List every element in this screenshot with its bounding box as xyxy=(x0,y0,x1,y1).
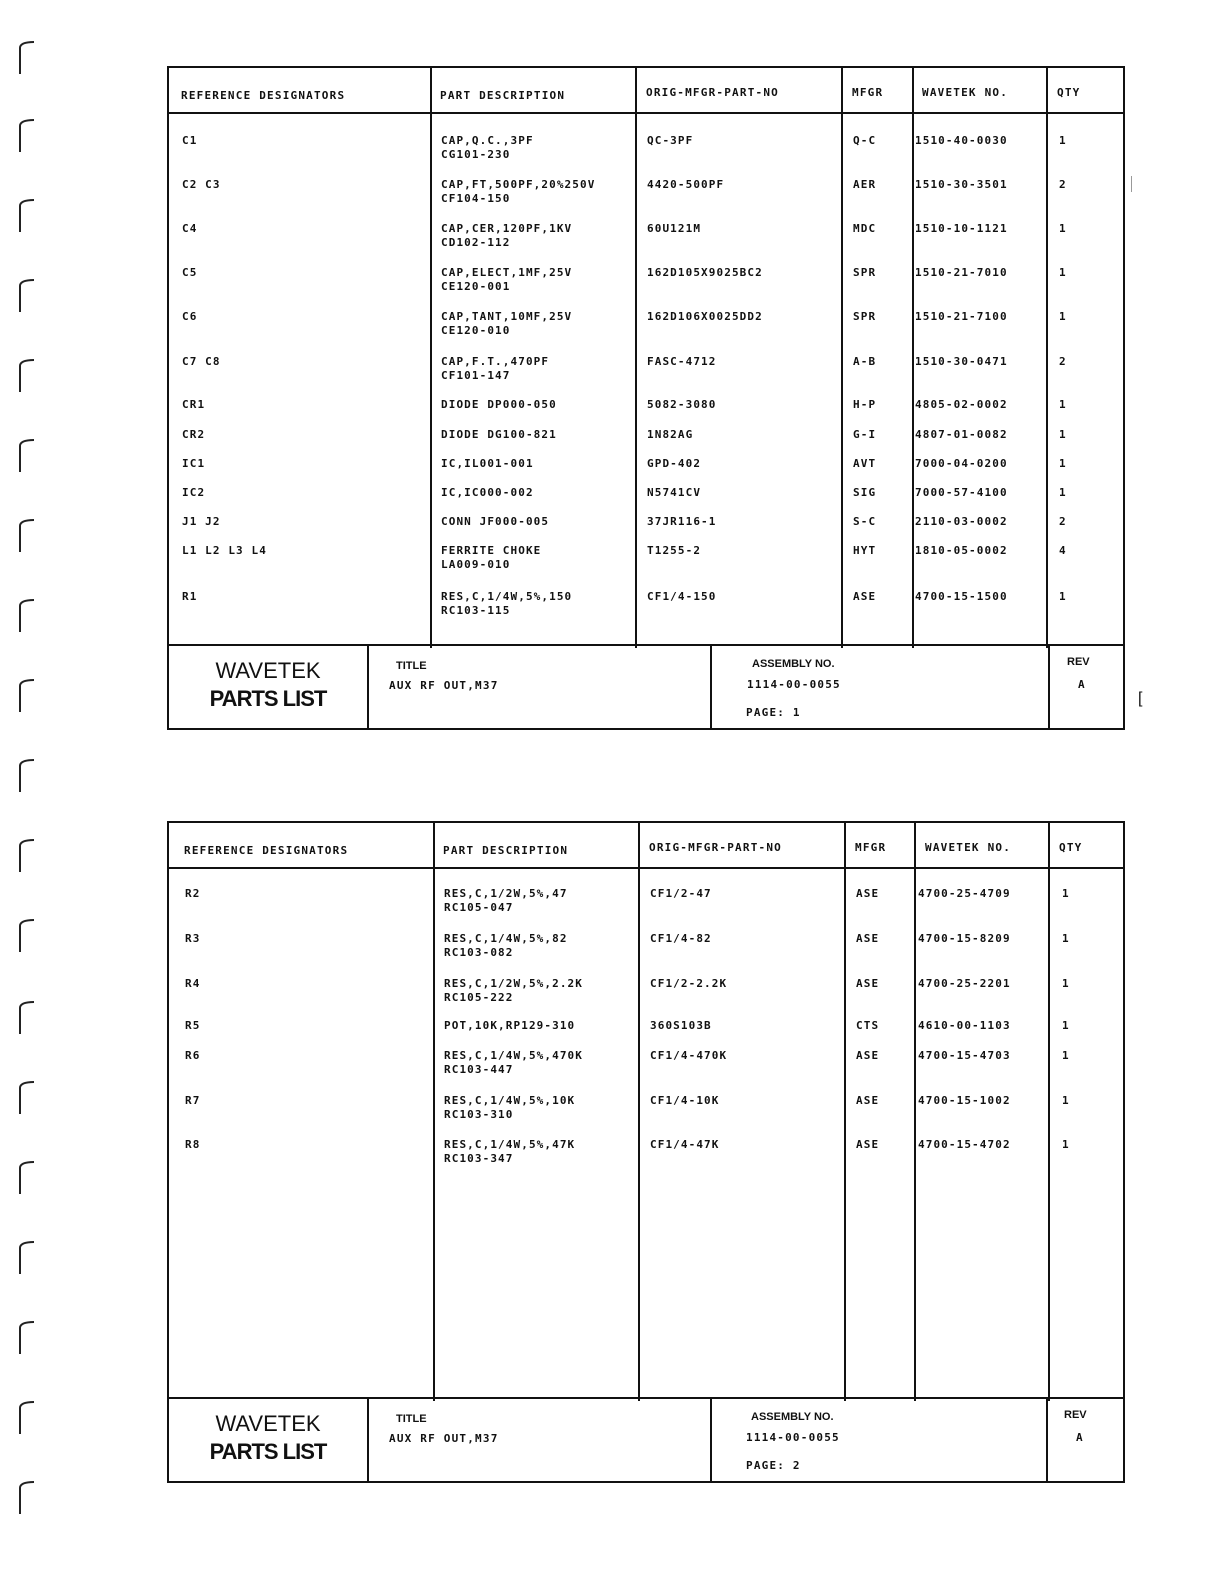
reference-designator: C7 C8 xyxy=(182,355,221,368)
quantity: 1 xyxy=(1062,932,1070,945)
mfgr-code: ASE xyxy=(853,590,877,603)
binder-hole-mark xyxy=(14,678,38,718)
quantity: 1 xyxy=(1059,222,1067,235)
reference-designator: R2 xyxy=(185,887,201,900)
quantity: 2 xyxy=(1059,515,1067,528)
wavetek-number: 4700-15-4702 xyxy=(918,1138,1011,1151)
binder-hole-mark xyxy=(14,1000,38,1040)
table-row xyxy=(169,310,1123,342)
quantity: 1 xyxy=(1062,1049,1070,1062)
wavetek-number: 2110-03-0002 xyxy=(915,515,1008,528)
header-qty: QTY xyxy=(1059,841,1083,854)
quantity: 1 xyxy=(1062,1138,1070,1151)
orig-mfgr-part-no: CF1/4-10K xyxy=(650,1094,720,1107)
binder-hole-mark xyxy=(14,1160,38,1200)
part-description: POT,10K,RP129-310 xyxy=(444,1019,576,1032)
wavetek-number: 4700-15-4703 xyxy=(918,1049,1011,1062)
table-row xyxy=(169,486,1123,518)
wavetek-number: 1510-40-0030 xyxy=(915,134,1008,147)
wavetek-number: 4700-15-1002 xyxy=(918,1094,1011,1107)
title-value: AUX RF OUT,M37 xyxy=(389,679,499,692)
brand-name: WAVETEK xyxy=(215,1411,321,1436)
mfgr-code: G-I xyxy=(853,428,877,441)
reference-designator: C2 C3 xyxy=(182,178,221,191)
part-description: IC,IC000-002 xyxy=(441,486,534,499)
table-row xyxy=(169,134,1123,166)
table-row xyxy=(169,515,1123,547)
mfgr-code: AER xyxy=(853,178,877,191)
page-number: PAGE: 2 xyxy=(746,1459,801,1472)
assembly-number: 1114-00-0055 xyxy=(747,678,841,691)
orig-mfgr-part-no: CF1/4-82 xyxy=(650,932,712,945)
title-block-divider xyxy=(367,646,369,728)
binder-hole-mark xyxy=(14,1320,38,1360)
mfgr-code: S-C xyxy=(853,515,877,528)
orig-mfgr-part-no: CF1/4-150 xyxy=(647,590,717,603)
quantity: 1 xyxy=(1062,1019,1070,1032)
table-row xyxy=(169,398,1123,430)
quantity: 1 xyxy=(1059,428,1067,441)
orig-mfgr-part-no: 1N82AG xyxy=(647,428,694,441)
part-description: CAP,CER,120PF,1KV CD102-112 xyxy=(441,222,573,249)
table-row xyxy=(169,1094,1123,1126)
title-block-divider xyxy=(1046,1399,1048,1481)
mfgr-code: ASE xyxy=(856,1094,880,1107)
header-mfgr: MFGR xyxy=(852,86,884,99)
table-row xyxy=(169,932,1123,964)
orig-mfgr-part-no: N5741CV xyxy=(647,486,702,499)
part-description: FERRITE CHOKE LA009-010 xyxy=(441,544,542,571)
header-qty: QTY xyxy=(1057,86,1081,99)
table-header xyxy=(169,823,1123,869)
reference-designator: C1 xyxy=(182,134,198,147)
reference-designator: IC1 xyxy=(182,457,206,470)
wavetek-logo xyxy=(169,1411,367,1465)
wavetek-logo xyxy=(169,658,367,712)
orig-mfgr-part-no: CF1/4-47K xyxy=(650,1138,720,1151)
mfgr-code: Q-C xyxy=(853,134,877,147)
quantity: 1 xyxy=(1062,1094,1070,1107)
wavetek-number: 1810-05-0002 xyxy=(915,544,1008,557)
quantity: 1 xyxy=(1059,134,1067,147)
quantity: 4 xyxy=(1059,544,1067,557)
table-row xyxy=(169,1049,1123,1081)
binder-hole-mark xyxy=(14,518,38,558)
part-description: RES,C,1/4W,5%,470K RC103-447 xyxy=(444,1049,584,1076)
binder-hole-mark xyxy=(14,838,38,878)
table-row xyxy=(169,887,1123,919)
reference-designator: R7 xyxy=(185,1094,201,1107)
table-header xyxy=(169,68,1123,114)
orig-mfgr-part-no: 162D105X9025BC2 xyxy=(647,266,763,279)
orig-mfgr-part-no: FASC-4712 xyxy=(647,355,717,368)
mfgr-code: A-B xyxy=(853,355,877,368)
binder-hole-mark xyxy=(14,40,38,80)
table-row xyxy=(169,222,1123,254)
reference-designator: R5 xyxy=(185,1019,201,1032)
quantity: 1 xyxy=(1059,457,1067,470)
reference-designator: R6 xyxy=(185,1049,201,1062)
wavetek-number: 4700-15-1500 xyxy=(915,590,1008,603)
parts-list-page-2 xyxy=(167,821,1125,1483)
assembly-label: ASSEMBLY NO. xyxy=(752,658,835,670)
binder-hole-mark xyxy=(14,758,38,798)
mfgr-code: HYT xyxy=(853,544,877,557)
rev-label: REV xyxy=(1067,656,1090,668)
part-description: RES,C,1/4W,5%,47K RC103-347 xyxy=(444,1138,576,1165)
orig-mfgr-part-no: 162D106X0025DD2 xyxy=(647,310,763,323)
quantity: 2 xyxy=(1059,178,1067,191)
header-wavetek-no: WAVETEK NO. xyxy=(925,841,1012,854)
header-part-description: PART DESCRIPTION xyxy=(443,844,569,857)
orig-mfgr-part-no: QC-3PF xyxy=(647,134,694,147)
title-label: TITLE xyxy=(396,660,427,672)
wavetek-number: 1510-30-0471 xyxy=(915,355,1008,368)
header-orig-mfgr-part-no: ORIG-MFGR-PART-NO xyxy=(646,86,779,99)
parts-list-label: PARTS LIST xyxy=(209,686,327,711)
part-description: CAP,F.T.,470PF CF101-147 xyxy=(441,355,550,382)
quantity: 1 xyxy=(1059,590,1067,603)
margin-tick xyxy=(1131,176,1132,192)
title-label: TITLE xyxy=(396,1413,427,1425)
title-block xyxy=(169,1397,1123,1481)
mfgr-code: SPR xyxy=(853,310,877,323)
header-part-description: PART DESCRIPTION xyxy=(440,89,566,102)
rev-label: REV xyxy=(1064,1409,1087,1421)
table-row xyxy=(169,590,1123,622)
part-description: RES,C,1/4W,5%,10K RC103-310 xyxy=(444,1094,576,1121)
mfgr-code: CTS xyxy=(856,1019,880,1032)
orig-mfgr-part-no: T1255-2 xyxy=(647,544,702,557)
table-row xyxy=(169,355,1123,387)
mfgr-code: ASE xyxy=(856,1138,880,1151)
table-row xyxy=(169,977,1123,1009)
binder-hole-mark xyxy=(14,1240,38,1280)
wavetek-number: 4805-02-0002 xyxy=(915,398,1008,411)
binder-hole-mark xyxy=(14,278,38,318)
binder-hole-mark xyxy=(14,1080,38,1120)
brand-name: WAVETEK xyxy=(215,658,321,683)
mfgr-code: AVT xyxy=(853,457,877,470)
assembly-number: 1114-00-0055 xyxy=(746,1431,840,1444)
table-row xyxy=(169,1019,1123,1051)
reference-designator: CR1 xyxy=(182,398,206,411)
header-orig-mfgr-part-no: ORIG-MFGR-PART-NO xyxy=(649,841,782,854)
title-block-divider xyxy=(367,1399,369,1481)
wavetek-number: 4610-00-1103 xyxy=(918,1019,1011,1032)
binder-hole-mark xyxy=(14,198,38,238)
assembly-label: ASSEMBLY NO. xyxy=(751,1411,834,1423)
mfgr-code: MDC xyxy=(853,222,877,235)
binder-hole-mark xyxy=(14,118,38,158)
part-description: DIODE DP000-050 xyxy=(441,398,557,411)
reference-designator: L1 L2 L3 L4 xyxy=(182,544,267,557)
wavetek-number: 4700-25-2201 xyxy=(918,977,1011,990)
binder-hole-mark xyxy=(14,1480,38,1520)
title-block-divider xyxy=(710,646,712,728)
reference-designator: R3 xyxy=(185,932,201,945)
header-reference-designators: REFERENCE DESIGNATORS xyxy=(181,89,346,102)
wavetek-number: 1510-21-7100 xyxy=(915,310,1008,323)
part-description: CONN JF000-005 xyxy=(441,515,550,528)
margin-bracket: [ xyxy=(1138,690,1143,707)
part-description: RES,C,1/4W,5%,82 RC103-082 xyxy=(444,932,568,959)
wavetek-number: 1510-10-1121 xyxy=(915,222,1008,235)
header-reference-designators: REFERENCE DESIGNATORS xyxy=(184,844,349,857)
wavetek-number: 1510-30-3501 xyxy=(915,178,1008,191)
quantity: 1 xyxy=(1059,398,1067,411)
mfgr-code: SPR xyxy=(853,266,877,279)
table-row xyxy=(169,544,1123,576)
reference-designator: R1 xyxy=(182,590,198,603)
table-row xyxy=(169,1138,1123,1170)
quantity: 1 xyxy=(1062,887,1070,900)
title-block xyxy=(169,644,1123,728)
part-description: RES,C,1/2W,5%,2.2K RC105-222 xyxy=(444,977,584,1004)
rev-value: A xyxy=(1076,1431,1084,1444)
part-description: CAP,TANT,10MF,25V CE120-010 xyxy=(441,310,573,337)
reference-designator: IC2 xyxy=(182,486,206,499)
quantity: 1 xyxy=(1059,266,1067,279)
part-description: RES,C,1/2W,5%,47 RC105-047 xyxy=(444,887,568,914)
reference-designator: C6 xyxy=(182,310,198,323)
reference-designator: C4 xyxy=(182,222,198,235)
wavetek-number: 4700-25-4709 xyxy=(918,887,1011,900)
part-description: CAP,FT,500PF,20%250V CF104-150 xyxy=(441,178,596,205)
mfgr-code: H-P xyxy=(853,398,877,411)
table-row xyxy=(169,457,1123,489)
wavetek-number: 1510-21-7010 xyxy=(915,266,1008,279)
orig-mfgr-part-no: CF1/4-470K xyxy=(650,1049,728,1062)
title-value: AUX RF OUT,M37 xyxy=(389,1432,499,1445)
orig-mfgr-part-no: GPD-402 xyxy=(647,457,702,470)
part-description: RES,C,1/4W,5%,150 RC103-115 xyxy=(441,590,573,617)
page-number: PAGE: 1 xyxy=(746,706,801,719)
binder-hole-mark xyxy=(14,598,38,638)
part-description: DIODE DG100-821 xyxy=(441,428,557,441)
table-row xyxy=(169,428,1123,460)
mfgr-code: SIG xyxy=(853,486,877,499)
orig-mfgr-part-no: CF1/2-2.2K xyxy=(650,977,728,990)
binder-hole-mark xyxy=(14,918,38,958)
reference-designator: R4 xyxy=(185,977,201,990)
orig-mfgr-part-no: CF1/2-47 xyxy=(650,887,712,900)
mfgr-code: ASE xyxy=(856,887,880,900)
mfgr-code: ASE xyxy=(856,977,880,990)
table-row xyxy=(169,178,1123,210)
orig-mfgr-part-no: 60U121M xyxy=(647,222,702,235)
parts-list-label: PARTS LIST xyxy=(209,1439,327,1464)
reference-designator: J1 J2 xyxy=(182,515,221,528)
mfgr-code: ASE xyxy=(856,1049,880,1062)
reference-designator: C5 xyxy=(182,266,198,279)
mfgr-code: ASE xyxy=(856,932,880,945)
reference-designator: CR2 xyxy=(182,428,206,441)
quantity: 1 xyxy=(1059,486,1067,499)
part-description: IC,IL001-001 xyxy=(441,457,534,470)
header-wavetek-no: WAVETEK NO. xyxy=(922,86,1009,99)
orig-mfgr-part-no: 4420-500PF xyxy=(647,178,725,191)
title-block-divider xyxy=(710,1399,712,1481)
reference-designator: R8 xyxy=(185,1138,201,1151)
part-description: CAP,ELECT,1MF,25V CE120-001 xyxy=(441,266,573,293)
quantity: 1 xyxy=(1062,977,1070,990)
header-mfgr: MFGR xyxy=(855,841,887,854)
part-description: CAP,Q.C.,3PF CG101-230 xyxy=(441,134,534,161)
wavetek-number: 7000-57-4100 xyxy=(915,486,1008,499)
binder-hole-mark xyxy=(14,358,38,398)
table-row xyxy=(169,266,1123,298)
wavetek-number: 7000-04-0200 xyxy=(915,457,1008,470)
parts-list-page-1 xyxy=(167,66,1125,730)
binder-hole-mark xyxy=(14,1400,38,1440)
binder-hole-mark xyxy=(14,438,38,478)
quantity: 1 xyxy=(1059,310,1067,323)
quantity: 2 xyxy=(1059,355,1067,368)
rev-value: A xyxy=(1078,678,1086,691)
orig-mfgr-part-no: 360S103B xyxy=(650,1019,712,1032)
orig-mfgr-part-no: 5082-3080 xyxy=(647,398,717,411)
wavetek-number: 4700-15-8209 xyxy=(918,932,1011,945)
title-block-divider xyxy=(1048,646,1050,728)
orig-mfgr-part-no: 37JR116-1 xyxy=(647,515,717,528)
wavetek-number: 4807-01-0082 xyxy=(915,428,1008,441)
